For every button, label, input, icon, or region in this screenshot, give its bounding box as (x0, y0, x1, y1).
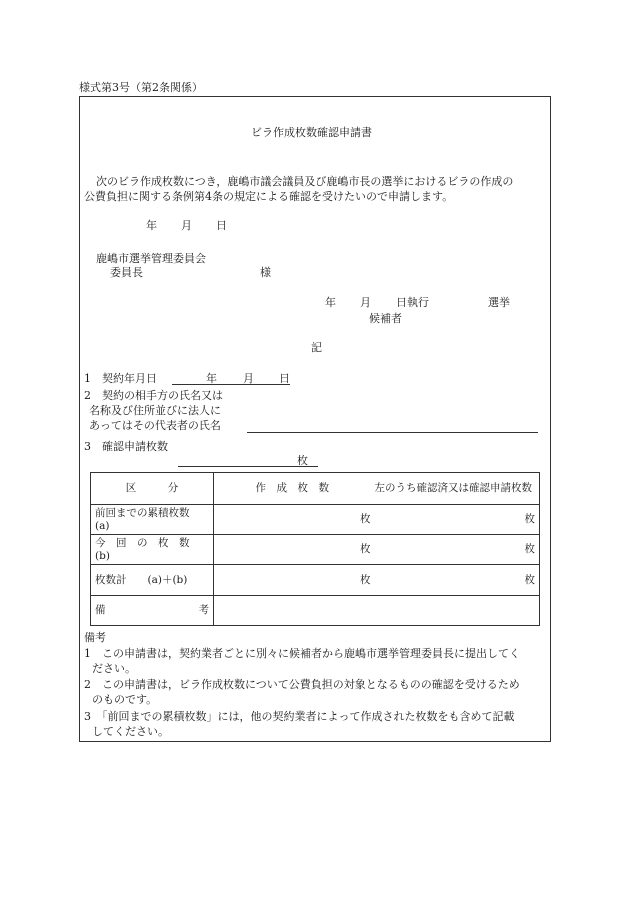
header-category: 区 分 (91, 473, 214, 505)
row-confirmed-cell: 枚 (371, 565, 540, 596)
note-1-line-2: ださい。 (92, 662, 136, 675)
table-row (91, 565, 540, 596)
election-month: 月 (360, 296, 371, 309)
table-header-row (91, 473, 540, 505)
item2-line-3: あってはその代表者の氏名 (89, 419, 221, 432)
notes-heading: 備考 (84, 631, 106, 644)
note-2-line-2: のものです。 (92, 693, 158, 706)
header-created: 作 成 枚 数 (214, 473, 371, 505)
row-confirmed-cell: 枚 (371, 535, 540, 565)
item1-year: 年 (206, 372, 217, 385)
table-row (91, 535, 540, 565)
addressee-honorific: 様 (260, 266, 271, 279)
item3-underline (178, 466, 318, 467)
row-label: 枚数計 (a)＋(b) (91, 565, 214, 596)
ki-heading: 記 (311, 341, 322, 354)
election-day-exec: 日執行 (396, 296, 429, 309)
item1-label: 1 契約年月日 (84, 372, 157, 385)
item3-label: 3 確認申請枚数 (84, 440, 168, 453)
candidate-label: 候補者 (369, 312, 402, 325)
row-label: 今 回 の 枚 数 (b) (91, 535, 214, 565)
header-confirmed: 左のうち確認済又は確認申請枚数 (371, 473, 540, 505)
count-table (90, 472, 540, 626)
remarks-cell (214, 596, 540, 626)
row-created-cell: 枚 (214, 535, 371, 565)
item2-line-1: 2 契約の相手方の氏名又は (84, 389, 223, 402)
table-row (91, 505, 540, 535)
remarks-row (91, 596, 540, 626)
addressee-chair: 委員長 (110, 266, 143, 279)
form-number-label: 様式第3号（第2条関係） (79, 81, 203, 94)
item2-line-2: 名称及び住所並びに法人に (89, 404, 221, 417)
note-3-line-2: してください。 (92, 725, 169, 738)
row-created-cell: 枚 (214, 565, 371, 596)
item1-day: 日 (279, 372, 290, 385)
item2-underline (247, 432, 538, 433)
note-1-line-1: 1 この申請書は，契約業者ごとに別々に候補者から鹿嶋市選挙管理委員長に提出してく (84, 647, 520, 660)
election-year: 年 (325, 296, 336, 309)
item1-underline (172, 384, 290, 385)
note-2-line-1: 2 この申請書は，ビラ作成枚数について公費負担の対象となるものの確認を受けるため (84, 678, 520, 691)
row-created-cell: 枚 (214, 505, 371, 535)
row-label: 前回までの累積枚数 (a) (91, 505, 214, 535)
item3-unit: 枚 (297, 454, 308, 467)
date-year: 年 (146, 219, 157, 232)
remarks-label: 備 考 (91, 596, 214, 626)
date-day: 日 (216, 219, 227, 232)
row-confirmed-cell: 枚 (371, 505, 540, 535)
intro-line-1: 次のビラ作成枚数につき，鹿嶋市議会議員及び鹿嶋市長の選挙におけるビラの作成の (96, 175, 514, 188)
item1-month: 月 (243, 372, 254, 385)
addressee-org: 鹿嶋市選挙管理委員会 (96, 252, 206, 265)
date-month: 月 (181, 219, 192, 232)
election-type: 選挙 (488, 296, 510, 309)
note-3-line-1: 3 「前回までの累積枚数」には，他の契約業者によって作成された枚数をも含めて記載 (84, 710, 515, 723)
intro-line-2: 公費負担に関する条例第4条の規定による確認を受けたいので申請します。 (84, 190, 454, 203)
form-title: ビラ作成枚数確認申請書 (251, 126, 372, 139)
